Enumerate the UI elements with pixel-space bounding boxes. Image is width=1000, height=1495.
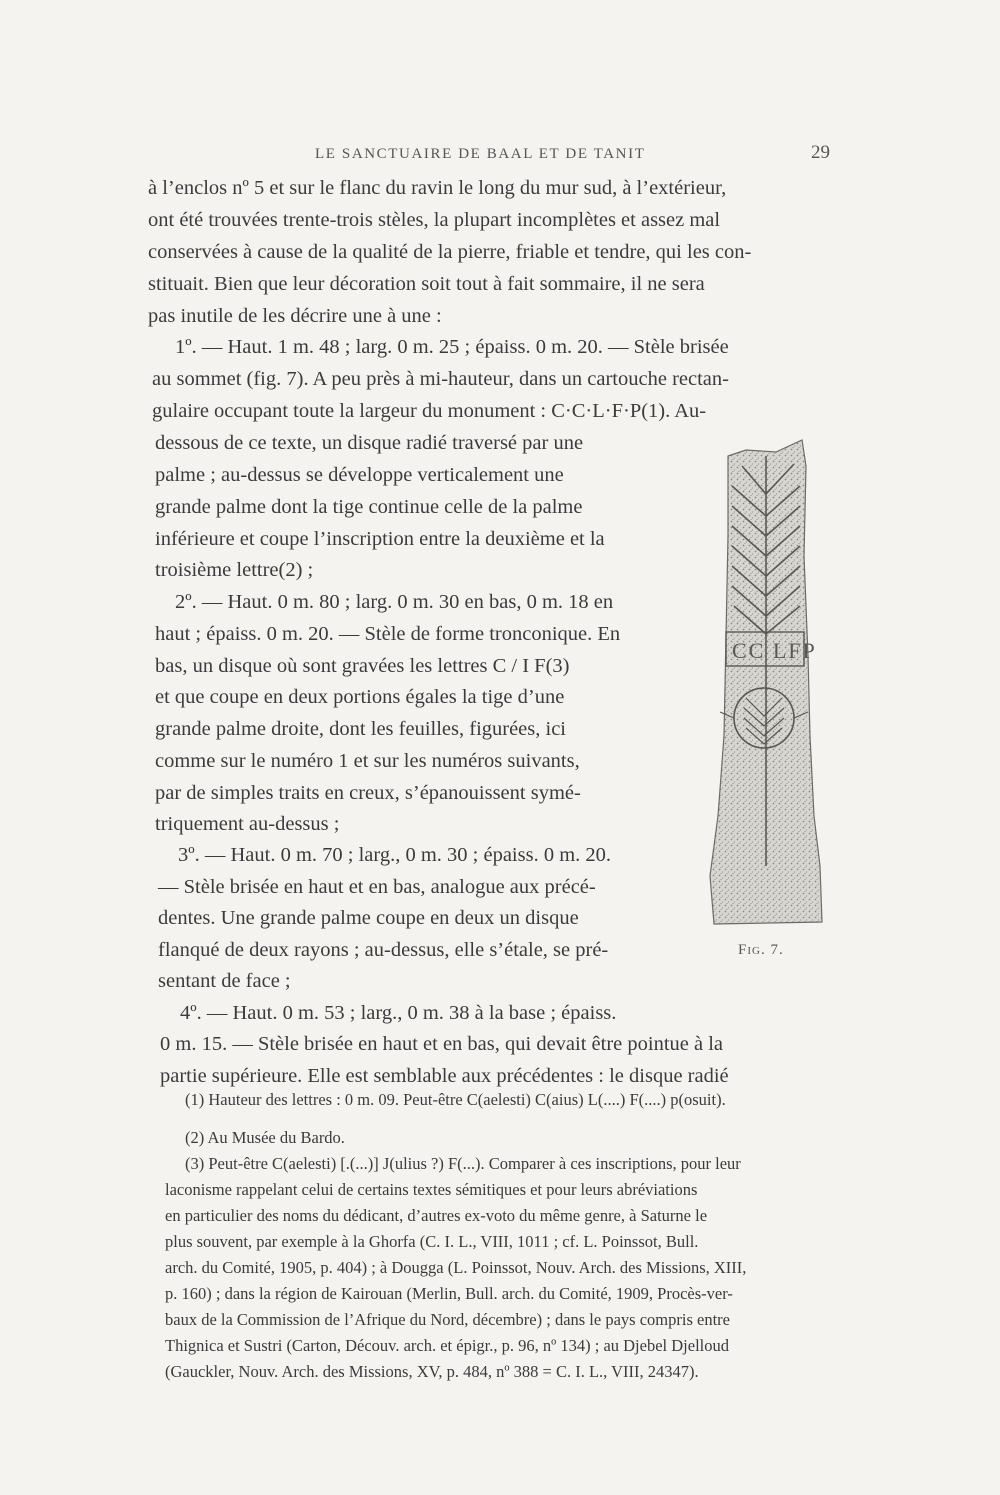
- body-line: comme sur le numéro 1 et sur les numéros suivants,: [155, 750, 580, 772]
- body-line: dentes. Une grande palme coupe en deux un disque: [158, 907, 579, 929]
- running-title: LE SANCTUAIRE DE BAAL ET DE TANIT: [315, 146, 646, 162]
- body-line: grande palme dont la tige continue celle de la palme: [155, 496, 583, 518]
- body-line: gulaire occupant toute la largeur du monument : C·C·L·F·P(1). Au-: [152, 400, 707, 422]
- body-line: 1º. — Haut. 1 m. 48 ; larg. 0 m. 25 ; épaiss. 0 m. 20. — Stèle brisée: [175, 336, 729, 358]
- footnote: laconisme rappelant celui de certains textes sémitiques et pour leurs abréviations: [165, 1180, 698, 1199]
- body-line: haut ; épaiss. 0 m. 20. — Stèle de forme tronconique. En: [155, 623, 621, 645]
- body-line: par de simples traits en creux, s’épanouissent symé-: [155, 782, 581, 804]
- footnote: Thignica et Sustri (Carton, Découv. arch. et épigr., p. 96, nº 134) ; au Djebel Djelloud: [165, 1336, 729, 1355]
- stele-drawing-icon: [706, 436, 824, 926]
- body-line: troisième lettre(2) ;: [155, 559, 314, 581]
- body-line: pas inutile de les décrire une à une :: [148, 305, 442, 327]
- body-line: conservées à cause de la qualité de la pierre, friable et tendre, qui les con-: [148, 241, 752, 263]
- figure-caption: [738, 942, 784, 959]
- body-line: flanqué de deux rayons ; au-dessus, elle s’étale, se pré-: [158, 939, 609, 961]
- body-line: ont été trouvées trente-trois stèles, la plupart incomplètes et assez mal: [148, 209, 721, 231]
- footnote: p. 160) ; dans la région de Kairouan (Merlin, Bull. arch. du Comité, 1909, Procès-ver-: [165, 1284, 733, 1303]
- footnote: (2) Au Musée du Bardo.: [185, 1128, 345, 1147]
- body-line: inférieure et coupe l’inscription entre la deuxième et la: [155, 528, 605, 550]
- body-line: 3º. — Haut. 0 m. 70 ; larg., 0 m. 30 ; épaiss. 0 m. 20.: [178, 844, 612, 866]
- footnote: plus souvent, par exemple à la Ghorfa (C. I. L., VIII, 1011 ; cf. L. Poinssot, Bull.: [165, 1232, 699, 1251]
- stele-inscription: CC LFP: [732, 638, 817, 663]
- body-line: et que coupe en deux portions égales la tige d’une: [155, 686, 565, 708]
- stele-figure: [706, 436, 824, 926]
- page-header: [150, 144, 840, 168]
- footnote: baux de la Commission de l’Afrique du Nord, décembre) ; dans le pays compris entre: [165, 1310, 730, 1329]
- footnote: (3) Peut-être C(aelesti) [.(...)] J(ulius ?) F(...). Comparer à ces inscriptions, pour leur: [185, 1154, 741, 1173]
- body-line: bas, un disque où sont gravées les lettres C / I F(3): [155, 655, 570, 677]
- page-number: 29: [811, 142, 830, 163]
- footnote: arch. du Comité, 1905, p. 404) ; à Dougga (L. Poinssot, Nouv. Arch. des Missions, XIII,: [165, 1258, 747, 1277]
- footnote: (1) Hauteur des lettres : 0 m. 09. Peut-être C(aelesti) C(aius) L(....) F(....) p(osuit).: [185, 1090, 726, 1109]
- body-line: 2º. — Haut. 0 m. 80 ; larg. 0 m. 30 en bas, 0 m. 18 en: [175, 591, 614, 613]
- body-line: 4º. — Haut. 0 m. 53 ; larg., 0 m. 38 à la base ; épaiss.: [180, 1002, 617, 1024]
- footnote: (Gauckler, Nouv. Arch. des Missions, XV, p. 484, nº 388 = C. I. L., VIII, 24347).: [165, 1362, 699, 1381]
- body-line: — Stèle brisée en haut et en bas, analogue aux précé-: [158, 876, 596, 898]
- body-line: dessous de ce texte, un disque radié traversé par une: [155, 432, 584, 454]
- body-line: stituait. Bien que leur décoration soit tout à fait sommaire, il ne sera: [148, 273, 705, 295]
- body-line: à l’enclos nº 5 et sur le flanc du ravin le long du mur sud, à l’extérieur,: [148, 177, 727, 199]
- body-line: grande palme droite, dont les feuilles, figurées, ici: [155, 718, 567, 740]
- body-line: sentant de face ;: [158, 970, 291, 992]
- figure-caption-text: Fig. 7.: [738, 942, 784, 958]
- body-line: triquement au-dessus ;: [155, 813, 340, 835]
- body-line: partie supérieure. Elle est semblable aux précédentes : le disque radié: [160, 1065, 729, 1087]
- footnote: en particulier des noms du dédicant, d’autres ex-voto du même genre, à Saturne le: [165, 1206, 708, 1225]
- body-line: palme ; au-dessus se développe verticalement une: [155, 464, 564, 486]
- body-line: 0 m. 15. — Stèle brisée en haut et en bas, qui devait être pointue à la: [160, 1033, 724, 1055]
- body-line: au sommet (fig. 7). A peu près à mi-hauteur, dans un cartouche rectan-: [152, 368, 729, 390]
